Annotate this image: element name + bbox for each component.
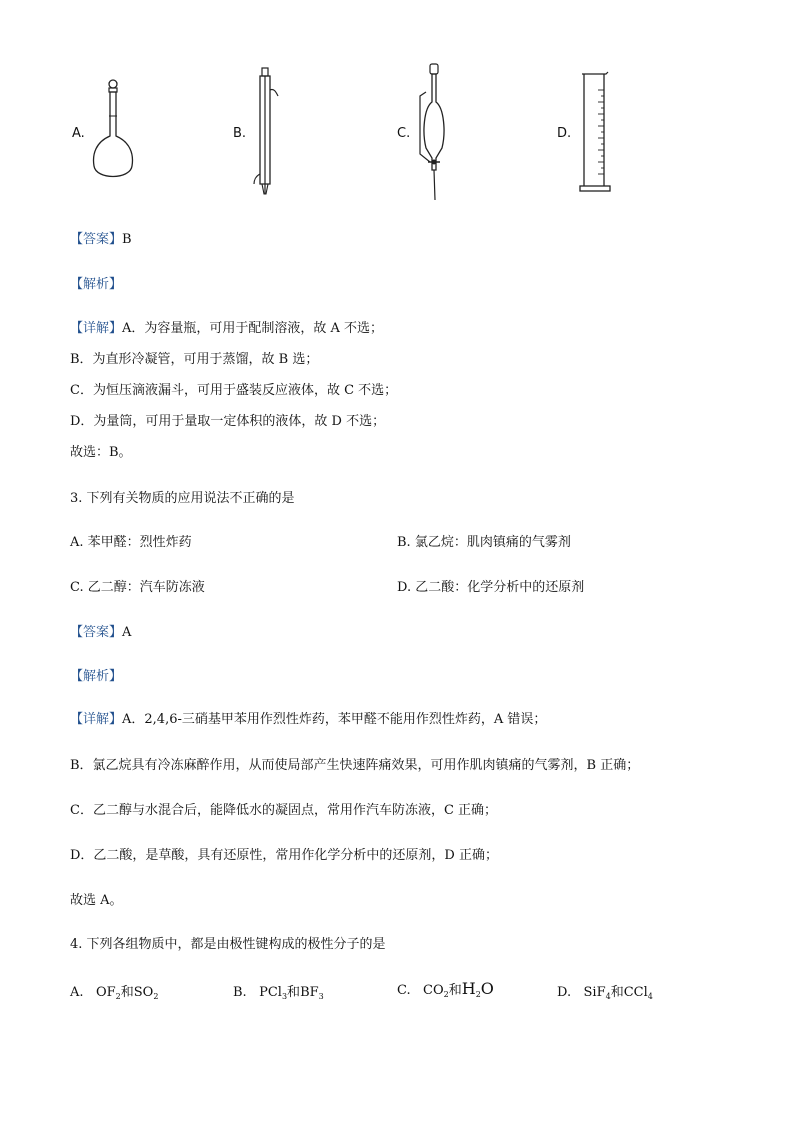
formula-subscript: 2 bbox=[153, 992, 159, 1001]
formula-subscript: 3 bbox=[318, 992, 324, 1001]
detail-tag: 【详解】 bbox=[70, 712, 123, 727]
dropping-funnel-icon bbox=[414, 62, 454, 204]
conjunction: 和 bbox=[287, 985, 301, 1000]
answer-value: B bbox=[122, 232, 132, 247]
detail-text: A．为容量瓶，可用于配制溶液，故 A 不选； bbox=[122, 321, 384, 336]
q2-option-b-label: B. bbox=[233, 126, 247, 141]
q2-detail-line-3: C．为恒压滴液漏斗，可用于盛装反应液体，故 C 不选； bbox=[70, 383, 398, 398]
q3-detail-line-4: D．乙二酸，是草酸，具有还原性，常用作化学分析中的还原剂，D 正确； bbox=[70, 848, 498, 863]
q4-option-a bbox=[70, 981, 158, 1001]
q2-conclusion: 故选：B。 bbox=[70, 445, 132, 460]
q3-detail-line-3: C．乙二醇与水混合后，能降低水的凝固点，常用作汽车防冻液，C 正确； bbox=[70, 803, 498, 818]
formula: CCl bbox=[623, 985, 648, 1000]
q2-option-a-label: A. bbox=[72, 126, 85, 141]
conjunction: 和 bbox=[448, 983, 462, 998]
q2-answer bbox=[70, 228, 132, 247]
formula: H bbox=[461, 979, 476, 998]
q3-conclusion: 故选 A。 bbox=[70, 893, 123, 908]
formula-subscript: 2 bbox=[115, 992, 121, 1001]
q3-stem: 3. 下列有关物质的应用说法不正确的是 bbox=[70, 491, 295, 506]
formula-subscript: 3 bbox=[281, 992, 288, 1001]
option-label: A. bbox=[70, 985, 84, 1000]
formula: PCl bbox=[259, 985, 282, 1000]
formula: OF bbox=[95, 985, 116, 1000]
condenser-icon bbox=[248, 66, 284, 200]
q2-detail-line-4: D．为量筒，可用于量取一定体积的液体，故 D 不选； bbox=[70, 414, 386, 429]
q3-option-b: B. 氯乙烷：肌肉镇痛的气雾剂 bbox=[397, 535, 571, 550]
volumetric-flask-icon bbox=[88, 76, 138, 188]
q4-option-c bbox=[397, 979, 494, 999]
q4-option-d bbox=[557, 981, 653, 1001]
analysis-tag: 【解析】 bbox=[70, 277, 123, 292]
formula: O bbox=[480, 979, 494, 998]
formula: BF bbox=[300, 985, 319, 1000]
detail-tag: 【详解】 bbox=[70, 321, 123, 336]
graduated-cylinder-icon bbox=[576, 70, 616, 196]
formula: CO bbox=[423, 983, 444, 998]
formula: SiF bbox=[583, 985, 606, 1000]
q4-option-b bbox=[233, 981, 324, 1001]
option-label: C. bbox=[397, 983, 411, 998]
q3-detail-line-1 bbox=[70, 708, 546, 727]
formula-subscript: 2 bbox=[443, 990, 449, 999]
q2-option-c-label: C. bbox=[397, 126, 411, 141]
q4-stem: 4. 下列各组物质中，都是由极性键构成的极性分子的是 bbox=[70, 937, 386, 952]
formula-subscript: 4 bbox=[647, 992, 653, 1001]
q3-option-a: A. 苯甲醛：烈性炸药 bbox=[70, 535, 192, 550]
answer-value: A bbox=[122, 625, 132, 640]
option-label: D. bbox=[557, 985, 572, 1000]
q2-detail-line-1 bbox=[70, 317, 383, 336]
q2-detail-line-2: B．为直形冷凝管，可用于蒸馏，故 B 选； bbox=[70, 352, 319, 367]
q3-detail-line-2: B．氯乙烷具有冷冻麻醉作用，从而使局部产生快速阵痛效果，可用作肌肉镇痛的气雾剂，B 正确； bbox=[70, 758, 640, 773]
option-label: B. bbox=[233, 985, 247, 1000]
analysis-tag: 【解析】 bbox=[70, 669, 123, 684]
answer-tag: 【答案】 bbox=[70, 625, 123, 640]
formula: SO bbox=[133, 985, 154, 1000]
q3-answer bbox=[70, 621, 131, 640]
conjunction: 和 bbox=[610, 985, 624, 1000]
conjunction: 和 bbox=[120, 985, 134, 1000]
answer-tag: 【答案】 bbox=[70, 232, 123, 247]
detail-text: A．2,4,6-三硝基甲苯用作烈性炸药，苯甲醛不能用作烈性炸药，A 错误； bbox=[122, 712, 547, 727]
formula-subscript: 4 bbox=[605, 992, 611, 1001]
q3-option-d: D. 乙二酸：化学分析中的还原剂 bbox=[397, 580, 585, 595]
formula-subscript: 2 bbox=[475, 990, 481, 999]
q3-option-c: C. 乙二醇：汽车防冻液 bbox=[70, 580, 205, 595]
q2-option-d-label: D. bbox=[557, 126, 572, 141]
